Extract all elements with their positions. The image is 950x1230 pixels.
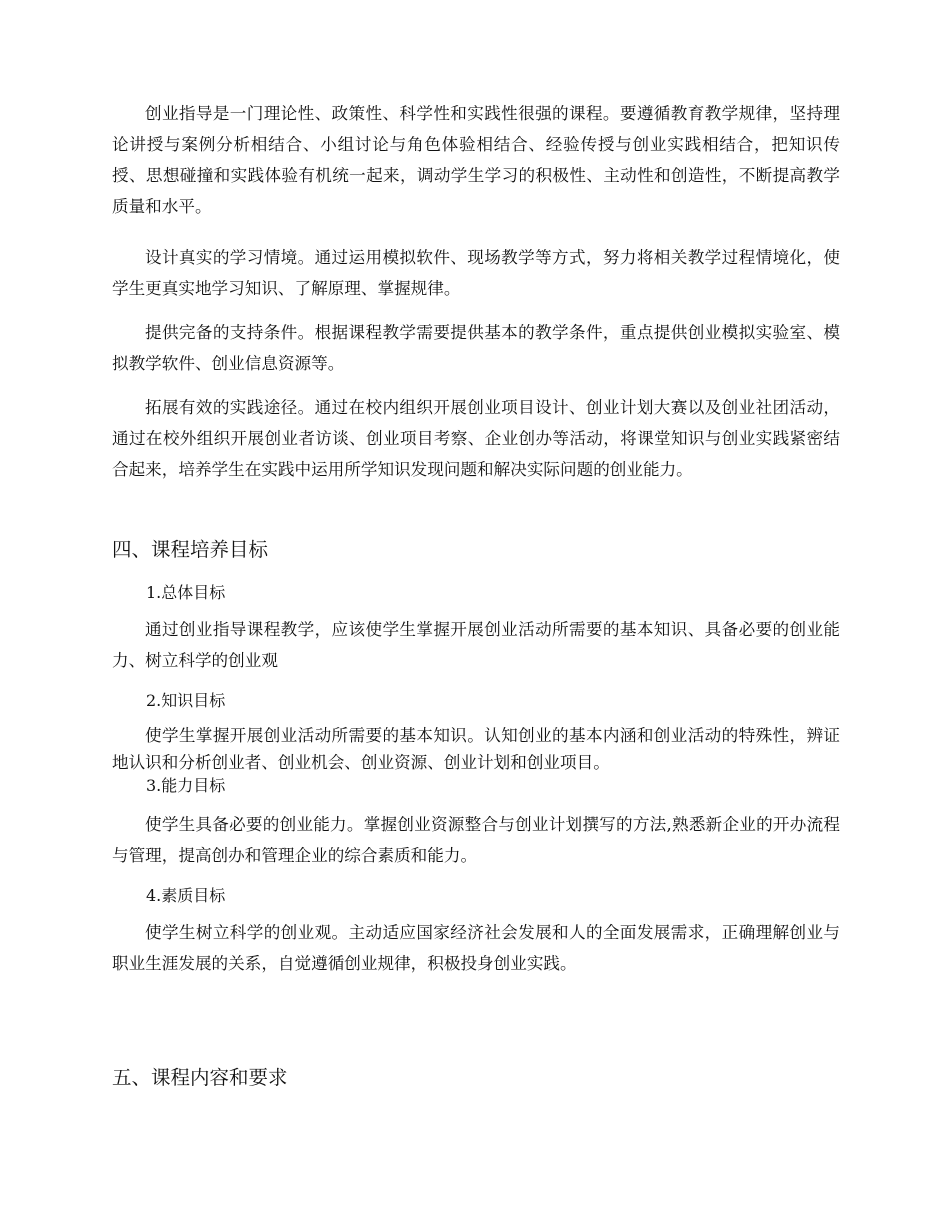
knowledge-goal-title: 2.知识目标 (146, 691, 226, 710)
practice-paragraph: 拓展有效的实践途径。通过在校内组织开展创业项目设计、创业计划大赛以及创业社团活动，通过在校外组织开展创业者访谈、创业项目考察、企业创办等活动，将课堂知识与创业实践紧密结合起来，培养学生在实践中运用所学知识发现问题和解决实际问题的创业能力。 (112, 398, 840, 479)
overall-goal-text: 通过创业指导课程教学，应该使学生掌握开展创业活动所需要的基本知识、具备必要的创业能力、树立科学的创业观 (112, 620, 840, 670)
ability-goal-text: 使学生具备必要的创业能力。掌握创业资源整合与创业计划撰写的方法,熟悉新企业的开办流程与管理，提高创办和管理企业的综合素质和能力。 (112, 815, 840, 865)
support-paragraph: 提供完备的支持条件。根据课程教学需要提供基本的教学条件，重点提供创业模拟实验室、模拟教学软件、创业信息资源等。 (112, 323, 840, 373)
knowledge-goal-text: 使学生掌握开展创业活动所需要的基本知识。认知创业的基本内涵和创业活动的特殊性，辨证地认识和分析创业者、创业机会、创业资源、创业计划和创业项目。 (112, 726, 840, 772)
section-4-heading: 四、课程培养目标 (112, 538, 269, 561)
quality-goal-text: 使学生树立科学的创业观。主动适应国家经济社会发展和人的全面发展需求，正确理解创业与职业生涯发展的关系，自觉遵循创业规律，积极投身创业实践。 (112, 923, 840, 973)
quality-goal-title: 4.素质目标 (146, 886, 226, 905)
ability-goal-title: 3.能力目标 (146, 776, 226, 795)
overall-goal-title: 1.总体目标 (146, 583, 226, 602)
section-5-heading: 五、课程内容和要求 (112, 1066, 288, 1089)
intro-paragraph: 创业指导是一门理论性、政策性、科学性和实践性很强的课程。要遵循教育教学规律，坚持理论讲授与案例分析相结合、小组讨论与角色体验相结合、经验传授与创业实践相结合，把知识传授、思想碰撞和实践体验有机统一起来，调动学生学习的积极性、主动性和创造性，不断提高教学质量和水平。 (112, 104, 840, 216)
situation-paragraph: 设计真实的学习情境。通过运用模拟软件、现场教学等方式，努力将相关教学过程情境化，使学生更真实地学习知识、了解原理、掌握规律。 (112, 248, 840, 298)
